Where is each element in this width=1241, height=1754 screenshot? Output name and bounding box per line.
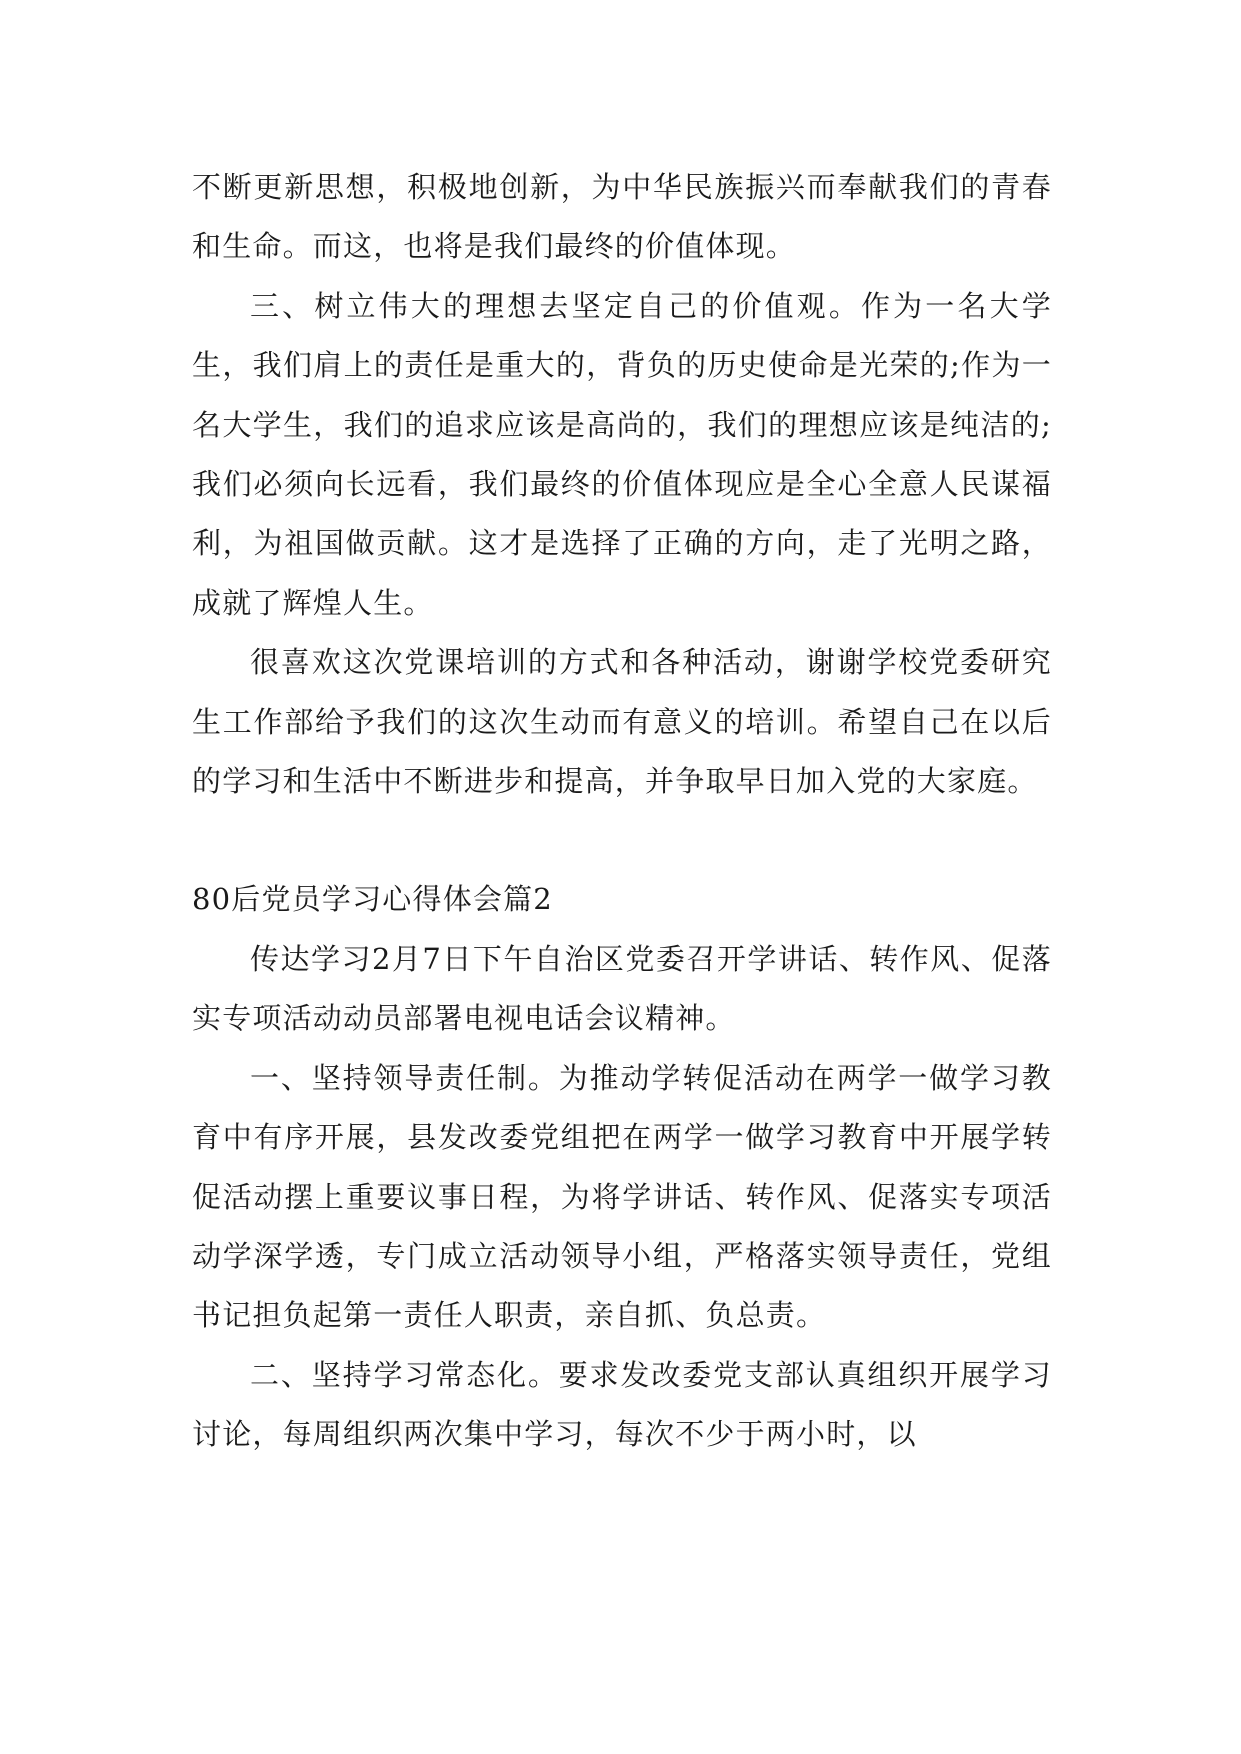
paragraph: 传达学习2月7日下午自治区党委召开学讲话、转作风、促落实专项活动动员部署电视电话会议精神。 xyxy=(192,941,1052,1036)
document-body xyxy=(192,158,1052,1465)
paragraph: 三、树立伟大的理想去坚定自己的价值观。作为一名大学生，我们肩上的责任是重大的，背负的历史使命是光荣的;作为一名大学生，我们的追求应该是高尚的，我们的理想应该是纯洁的;我们必须向长远看，我们最终的价值体现应是全心全意人民谋福利，为祖国做贡献。这才是选择了正确的方向，走了光明之路，成就了辉煌人生。 xyxy=(192,288,1052,620)
paragraph: 二、坚持学习常态化。要求发改委党支部认真组织开展学习讨论，每周组织两次集中学习，每次不少于两小时，以 xyxy=(192,1357,1052,1452)
paragraph: 不断更新思想，积极地创新，为中华民族振兴而奉献我们的青春和生命。而这，也将是我们最终的价值体现。 xyxy=(192,170,1052,264)
section-heading: 80后党员学习心得体会篇2 xyxy=(192,882,553,917)
paragraph: 一、坚持领导责任制。为推动学转促活动在两学一做学习教育中有序开展，县发改委党组把在两学一做学习教育中开展学转促活动摆上重要议事日程，为将学讲话、转作风、促落实专项活动学深学透，专门成立活动领导小组，严格落实领导责任，党组书记担负起第一责任人职责，亲自抓、负总责。 xyxy=(192,1060,1052,1333)
paragraph: 很喜欢这次党课培训的方式和各种活动，谢谢学校党委研究生工作部给予我们的这次生动而有意义的培训。希望自己在以后的学习和生活中不断进步和提高，并争取早日加入党的大家庭。 xyxy=(192,645,1052,799)
